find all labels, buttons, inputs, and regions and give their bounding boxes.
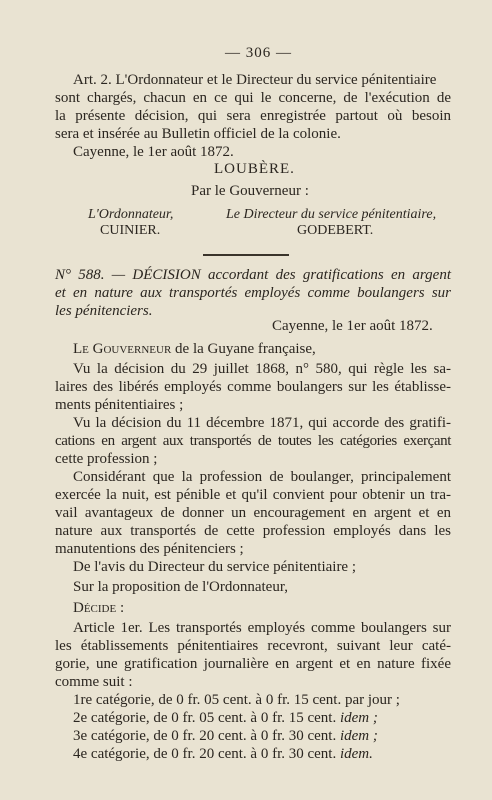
decision-title-line-1: N° 588. — DÉCISION accordant des gratifications en argent	[55, 267, 451, 283]
place-date-1: Cayenne, le 1er août 1872.	[73, 144, 234, 160]
page-number: — 306 —	[225, 45, 292, 61]
decision-place-date: Cayenne, le 1er août 1872.	[272, 318, 433, 334]
decision-title-line-3: les pénitenciers.	[55, 303, 153, 319]
ordonnateur-name: CUINIER.	[100, 223, 161, 238]
art2-line-2: sont chargés, chacun en ce qui le concerne, de l'exécution de	[55, 90, 451, 106]
category-row-1	[73, 691, 400, 709]
body-line-11: manutentions des pénitenciers ;	[55, 541, 244, 557]
intro-guyane: de la Guyane française,	[175, 341, 316, 357]
article-line-2: les établissements pénitentiaires recevront, suivant leur caté-	[55, 638, 451, 654]
category-row-3	[73, 727, 378, 745]
separator-rule	[203, 254, 289, 256]
body-line-9: vail avantageux de donner un encouragement en argent et en	[55, 505, 451, 521]
art2-line-4: sera et insérée au Bulletin officiel de la colonie.	[55, 126, 341, 142]
category-row-2	[73, 709, 378, 727]
body-line-7: Considérant que la profession de boulanger, principalement	[73, 469, 451, 485]
directeur-name: GODEBERT.	[297, 223, 374, 238]
category-text: 2e catégorie, de 0 fr. 05 cent. à 0 fr. 15 cent.	[73, 710, 337, 726]
par-le-gouverneur: Par le Gouverneur :	[191, 183, 309, 199]
category-text: 3e catégorie, de 0 fr. 20 cent. à 0 fr. 30 cent.	[73, 728, 337, 744]
art2-line-3: la présente décision, qui sera enregistrée partout où besoin	[55, 108, 451, 124]
body-line-4: Vu la décision du 11 décembre 1871, qui accorde des gratifi-	[73, 415, 451, 431]
directeur-title: Le Directeur du service pénitentiaire,	[226, 207, 437, 222]
art2-line-1: Art. 2. L'Ordonnateur et le Directeur du service pénitentiaire	[73, 72, 437, 88]
category-text: 1re catégorie, de 0 fr. 05 cent. à 0 fr. 15 cent.	[73, 692, 342, 708]
category-tail: idem.	[339, 746, 373, 762]
body-line-12: De l'avis du Directeur du service pénitentiaire ;	[73, 559, 357, 575]
article-line-1: Article 1er. Les transportés employés comme boulangers sur	[73, 620, 451, 636]
category-row-4	[73, 745, 373, 763]
ordonnateur-title: L'Ordonnateur,	[88, 207, 174, 222]
category-tail: idem ;	[339, 728, 378, 744]
intro-gouverneur: Le Gouverneur	[73, 341, 172, 357]
category-tail: par jour ;	[344, 692, 400, 708]
body-line-1: Vu la décision du 29 juillet 1868, n° 580, qui règle les sa-	[73, 361, 451, 377]
signer-name: LOUBÈRE.	[214, 161, 295, 177]
body-line-13: Sur la proposition de l'Ordonnateur,	[73, 579, 288, 595]
article-line-4: comme suit :	[55, 674, 133, 690]
decide-heading: Décide :	[73, 600, 125, 616]
body-line-6: cette profession ;	[55, 451, 158, 467]
body-line-3: ments pénitentiaires ;	[55, 397, 184, 413]
article-line-3: gorie, une gratification journalière en argent et en nature fixée	[55, 656, 451, 672]
category-tail: idem ;	[339, 710, 378, 726]
body-line-2: laires des libérés employés comme boulangers sur les établisse-	[55, 379, 451, 395]
category-text: 4e catégorie, de 0 fr. 20 cent. à 0 fr. 30 cent.	[73, 746, 337, 762]
decision-intro	[73, 340, 316, 358]
body-line-10: nature aux transportés de cette profession employés dans les	[55, 523, 451, 539]
body-line-5: cations en argent aux transportés de toutes les catégories exerçant	[55, 433, 451, 449]
body-line-8: exercée la nuit, est pénible et qu'il convient pour obtenir un tra-	[55, 487, 451, 503]
decision-title-line-2: et en nature aux transportés employés comme boulangers sur	[55, 285, 451, 301]
